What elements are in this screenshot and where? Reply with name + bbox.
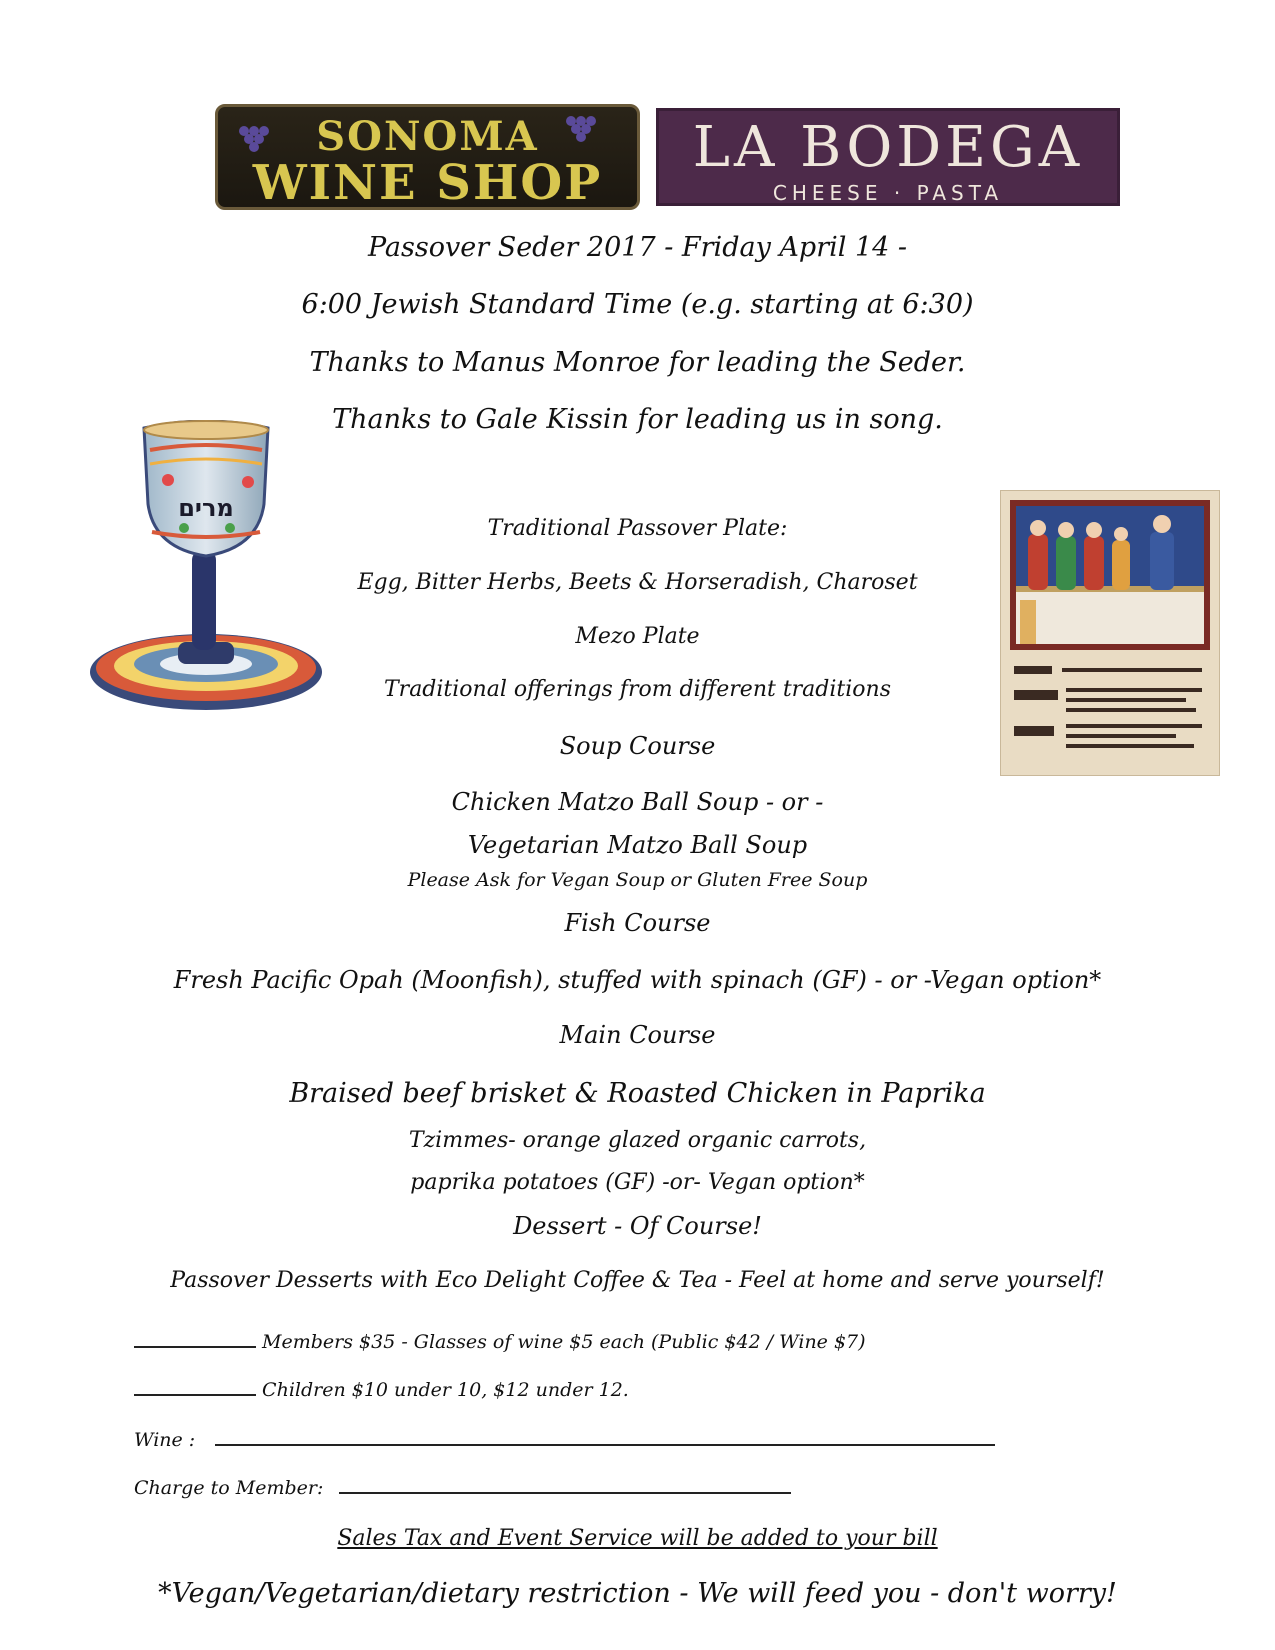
plate-title: Traditional Passover Plate: (487, 516, 788, 541)
vegan-note: *Vegan/Vegetarian/dietary restriction - We will feed you - don't worry! (158, 1578, 1117, 1609)
main-title: Main Course (559, 1021, 716, 1049)
charge-blank[interactable] (339, 1472, 791, 1494)
logo-sonoma-line1: SONOMA (316, 113, 539, 160)
tax-note: Sales Tax and Event Service will be added to your bill (337, 1526, 938, 1551)
soup-option-2: Vegetarian Matzo Ball Soup (467, 831, 808, 859)
event-title-line: Passover Seder 2017 - Friday April 14 - (367, 232, 908, 263)
members-quantity-blank[interactable] (134, 1326, 256, 1348)
dessert-title: Dessert - Of Course! (513, 1212, 762, 1240)
cup-inscription: מרים (178, 494, 234, 522)
logo-sonoma-line2: WINE SHOP (252, 155, 603, 211)
logo-bodega-line2: CHEESE · PASTA (772, 181, 1004, 205)
children-row (134, 1374, 629, 1401)
sonoma-wine-shop-logo (215, 104, 640, 210)
soup-title: Soup Course (559, 732, 716, 760)
mezo-desc: Traditional offerings from different traditions (384, 677, 891, 702)
children-price-text: Children $10 under 10, $12 under 12. (262, 1379, 629, 1401)
wine-blank[interactable] (215, 1424, 995, 1446)
fish-desc: Fresh Pacific Opah (Moonfish), stuffed with spinach (GF) - or -Vegan option* (173, 966, 1102, 994)
members-row (134, 1326, 866, 1353)
main-side-2: paprika potatoes (GF) -or- Vegan option* (410, 1170, 865, 1195)
charge-label: Charge to Member: (134, 1477, 324, 1499)
soup-option-1: Chicken Matzo Ball Soup - or - (451, 788, 824, 816)
fish-title: Fish Course (564, 909, 711, 937)
members-price-text: Members $35 - Glasses of wine $5 each (Public $42 / Wine $7) (262, 1331, 866, 1353)
children-quantity-blank[interactable] (134, 1374, 256, 1396)
mezo-title: Mezo Plate (575, 624, 700, 649)
charge-row (134, 1472, 791, 1499)
thanks-leader-line: Thanks to Manus Monroe for leading the Seder. (309, 347, 966, 378)
thanks-song-line: Thanks to Gale Kissin for leading us in song. (332, 404, 943, 435)
main-side-1: Tzimmes- orange glazed organic carrots, (408, 1128, 867, 1153)
main-desc: Braised beef brisket & Roasted Chicken in Paprika (289, 1078, 986, 1109)
logo-bodega-line1: LA BODEGA (692, 115, 1084, 180)
soup-note: Please Ask for Vegan Soup or Gluten Free Soup (407, 869, 868, 891)
wine-label: Wine : (134, 1429, 196, 1451)
event-time-line: 6:00 Jewish Standard Time (e.g. starting at 6:30) (301, 289, 974, 320)
wine-row (134, 1424, 995, 1451)
la-bodega-logo (656, 108, 1120, 206)
dessert-desc: Passover Desserts with Eco Delight Coffee & Tea - Feel at home and serve yourself! (170, 1268, 1105, 1293)
plate-items: Egg, Bitter Herbs, Beets & Horseradish, Charoset (357, 570, 918, 595)
